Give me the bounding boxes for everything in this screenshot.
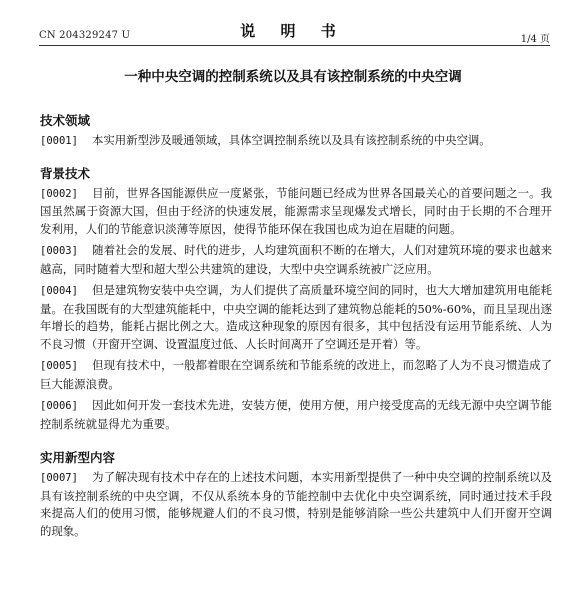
paragraph	[40, 397, 552, 433]
document-number: CN 204329247 U	[39, 30, 131, 41]
paragraph	[40, 242, 552, 278]
paragraph-number: [0006]	[40, 400, 78, 412]
page-header	[0, 0, 586, 52]
paragraph-text: 随着社会的发展、时代的进步，人均建筑面积不断的在增大，人们对建筑环境的要求也越来越高，同时随着大型和超大型公共建筑的建设，大型中央空调系统被广泛应用。	[40, 243, 552, 276]
section-heading: 背景技术	[40, 165, 91, 181]
paragraph-text: 因此如何开发一套技术先进，安装方便，使用方便，用户接受度高的无线无源中央空调节能控制系统就显得尤为重要。	[40, 398, 552, 431]
section-heading: 实用新型内容	[40, 450, 116, 465]
paragraph	[40, 357, 552, 393]
paragraph	[40, 282, 552, 353]
paragraph-number: [0002]	[40, 187, 78, 200]
document-body	[40, 110, 552, 540]
paragraph-number: [0005]	[40, 360, 78, 372]
paragraph-number: [0004]	[40, 285, 78, 297]
document-title: 一种中央空调的控制系统以及具有该控制系统的中央空调	[124, 69, 462, 85]
paragraph	[40, 132, 552, 151]
page-indicator: 1/4 页	[520, 34, 550, 45]
paragraph-text: 为了解决现有技术中存在的上述技术问题，本实用新型提供了一种中央空调的控制系统以及具有该控制系统的中央空调，不仅从系统本身的节能控制中去优化中央空调系统，同时通过技术手段来提高人们的使用习惯，能够规避人们的不良习惯，特别是能够消除一些公共建筑中人们开窗开空调的现象。	[40, 470, 552, 538]
paragraph-text: 但现有技术中，一般都着眼在空调系统和节能系统的改进上，而忽略了人为不良习惯造成了巨大能源浪费。	[40, 358, 552, 391]
paragraph-number: [0003]	[40, 245, 78, 257]
section-heading: 技术领域	[40, 113, 91, 128]
paragraph	[40, 469, 552, 540]
paragraph-text: 本实用新型涉及暖通领域，具体空调控制系统以及具有该控制系统的中央空调。	[92, 133, 491, 147]
paragraph	[40, 185, 552, 239]
header-divider	[39, 45, 550, 46]
paragraph-text: 但是建筑物安装中央空调，为人们提供了高质量环境空间的同时，也大大增加建筑用电能耗量。在我国既有的大型建筑能耗中，中央空调的能耗达到了建筑物总能耗的50%-60%，而且呈现出逐年增长的趋势，能耗占据比例之大。造成这种现象的原因有很多，其中包括没有运用节能系统、人为不良习惯（开窗开空调、设置温度过低、人长时间离开了空调还是开着）等。	[40, 283, 552, 351]
document-heading: 说 明 书	[240, 22, 346, 40]
paragraph-text: 目前，世界各国能源供应一度紧张，节能问题已经成为世界各国最关心的首要问题之一。我国虽然属于资源大国，但由于经济的快速发展，能源需求呈现爆发式增长，同时由于长期的不合理开发利用，人们的节能意识淡薄等原因，使得节能环保在我国也成为迫在眉睫的问题。	[40, 185, 552, 236]
paragraph-number: [0007]	[40, 472, 78, 484]
paragraph-number: [0001]	[40, 135, 78, 147]
